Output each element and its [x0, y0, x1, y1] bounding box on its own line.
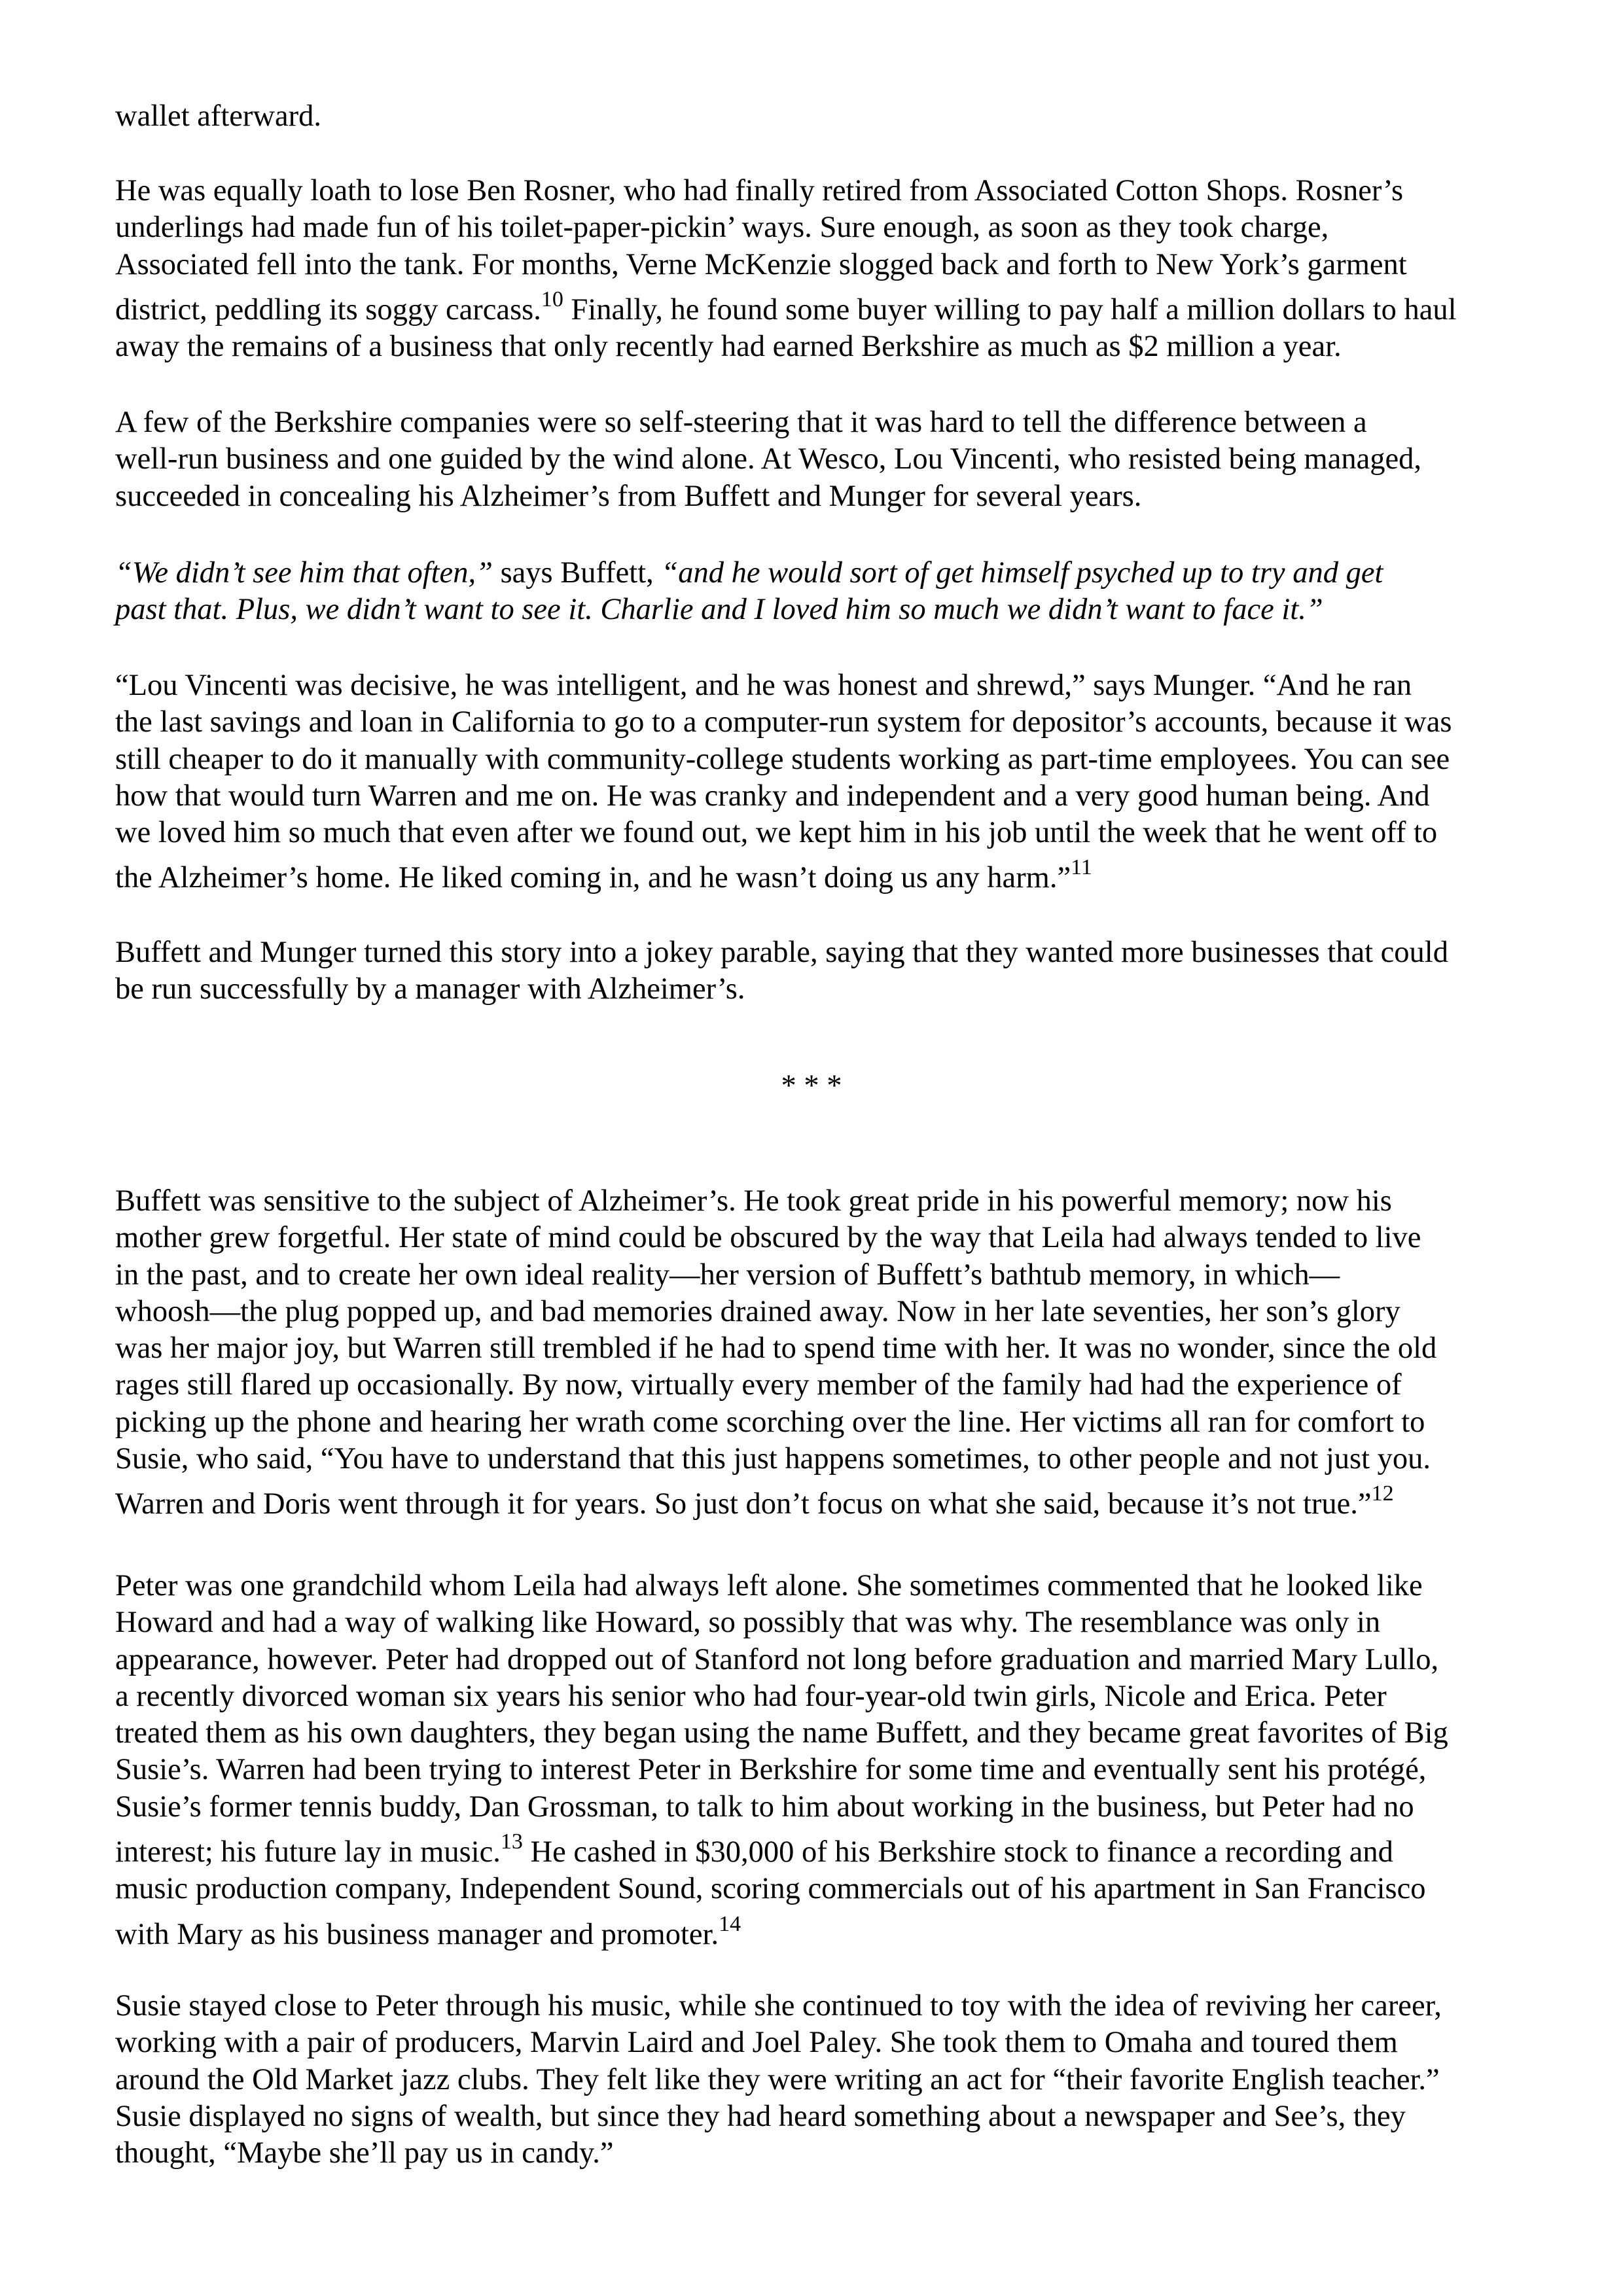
text-line: thought, “Maybe she’ll pay us in candy.” — [115, 2136, 614, 2170]
paragraph-leila — [115, 1183, 1516, 1523]
text-line — [115, 555, 1516, 592]
text-line: treated them as his own daughters, they began using the name Buffett, and they became great favorites of Big — [115, 1716, 1448, 1750]
text-line: underlings had made fun of his toilet-paper-pickin’ ways. Sure enough, as soon as they took charge, — [115, 211, 1329, 245]
footnote-ref: 10 — [541, 287, 563, 311]
text-line: appearance, however. Peter had dropped out of Stanford not long before graduation and married Mary Lullo, — [115, 1642, 1439, 1676]
text-line: music production company, Independent Sound, scoring commercials out of his apartment in San Francisco — [115, 1872, 1426, 1906]
paragraph-wesco — [115, 404, 1516, 515]
text-line: past that. Plus, we didn’t want to see it. Charlie and I loved him so much we didn’t want to face it.” — [115, 593, 1323, 627]
footnote-ref: 13 — [500, 1829, 523, 1854]
text-line: was her major joy, but Warren still trembled if he had to spend time with her. It was no wonder, since the old — [115, 1332, 1437, 1366]
paragraph-munger-quote — [115, 667, 1516, 897]
text-line: away the remains of a business that only recently had earned Berkshire as much as $2 million a year. — [115, 330, 1342, 364]
text-line-with-footnote — [115, 287, 1516, 328]
text-fragment: He cashed in $30,000 of his Berkshire stock to finance a recording and — [522, 1835, 1393, 1869]
footnote-ref: 12 — [1371, 1481, 1394, 1506]
text-line: Susie’s. Warren had been trying to interest Peter in Berkshire for some time and eventually sent his protégé, — [115, 1753, 1427, 1787]
text-line: succeeded in concealing his Alzheimer’s from Buffett and Munger for several years. — [115, 479, 1142, 513]
text-line: Buffett was sensitive to the subject of Alzheimer’s. He took great pride in his powerful memory; now his — [115, 1184, 1392, 1218]
text-line: wallet afterward. — [115, 99, 321, 133]
text-line: Susie, who said, “You have to understand that this just happens sometimes, to other people and not just you. — [115, 1442, 1431, 1476]
text-line: working with a pair of producers, Marvin Laird and Joel Paley. She took them to Omaha and toured them — [115, 2026, 1398, 2060]
attribution: says Buffett, — [492, 556, 662, 590]
text-line: in the past, and to create her own ideal reality—her version of Buffett’s bathtub memory, in which— — [115, 1258, 1340, 1292]
quote-italic: “We didn’t see him that often,” — [115, 556, 493, 590]
text-line: rages still flared up occasionally. By now, virtually every member of the family had had the experience of — [115, 1368, 1402, 1402]
text-line: “Lou Vincenti was decisive, he was intelligent, and he was honest and shrewd,” says Munger. “And he ran — [115, 669, 1412, 702]
text-line-with-footnote — [115, 1481, 1516, 1523]
text-line: whoosh—the plug popped up, and bad memories drained away. Now in her late seventies, her son’s glory — [115, 1294, 1400, 1328]
text-line: how that would turn Warren and me on. He was cranky and independent and a very good human being. And — [115, 779, 1430, 813]
text-fragment: the Alzheimer’s home. He liked coming in, and he wasn’t doing us any harm.” — [115, 861, 1071, 895]
text-fragment: Finally, he found some buyer willing to pay half a million dollars to haul — [563, 292, 1457, 327]
footnote-ref: 11 — [1071, 855, 1092, 880]
text-line-with-footnote — [115, 1911, 1516, 1953]
text-line: Associated fell into the tank. For months, Verne McKenzie slogged back and forth to New York’s garment — [115, 247, 1407, 281]
text-line: we loved him so much that even after we found out, we kept him in his job until the week that he went off to — [115, 816, 1438, 850]
text-line: picking up the phone and hearing her wrath come scorching over the line. Her victims all ran for comfort to — [115, 1405, 1425, 1439]
section-separator: * * * — [781, 1069, 842, 1103]
text-line: the last savings and loan in California to go to a computer-run system for depositor’s accounts, because it was — [115, 705, 1452, 739]
text-line: Buffett and Munger turned this story into a jokey parable, saying that they wanted more businesses that could — [115, 936, 1448, 969]
paragraph-peter — [115, 1568, 1516, 1953]
text-line: Susie’s former tennis buddy, Dan Grossman, to talk to him about working in the business, but Peter had no — [115, 1790, 1414, 1824]
text-line: He was equally loath to lose Ben Rosner, who had finally retired from Associated Cotton Shops. Rosner’s — [115, 174, 1404, 207]
text-line: around the Old Market jazz clubs. They felt like they were writing an act for “their favorite English teacher.” — [115, 2062, 1440, 2096]
text-fragment: Warren and Doris went through it for years. So just don’t focus on what she said, because it’s not true.” — [115, 1487, 1372, 1521]
text-line: Susie displayed no signs of wealth, but since they had heard something about a newspaper and See’s, they — [115, 2099, 1406, 2133]
text-line-with-footnote — [115, 855, 1516, 896]
paragraph-parable — [115, 934, 1516, 1008]
paragraph-quote-buffett — [115, 555, 1516, 629]
text-line: still cheaper to do it manually with community-college students working as part-time employees. You can see — [115, 742, 1450, 776]
text-fragment: interest; his future lay in music. — [115, 1835, 501, 1869]
footnote-ref: 14 — [719, 1911, 741, 1936]
text-line: a recently divorced woman six years his senior who had four-year-old twin girls, Nicole and Erica. Peter — [115, 1679, 1387, 1713]
text-fragment: with Mary as his business manager and promoter. — [115, 1917, 719, 1951]
text-line: Susie stayed close to Peter through his music, while she continued to toy with the idea of reviving her career, — [115, 1989, 1442, 2022]
text-line: A few of the Berkshire companies were so self-steering that it was hard to tell the difference between a — [115, 406, 1367, 439]
text-line: Howard and had a way of walking like Howard, so possibly that was why. The resemblance was only in — [115, 1606, 1381, 1640]
quote-italic: “and he would sort of get himself psyched up to try and get — [661, 556, 1383, 590]
paragraph-continuation — [115, 98, 1516, 135]
text-line: well-run business and one guided by the wind alone. At Wesco, Lou Vincenti, who resisted being managed, — [115, 442, 1422, 476]
paragraph-susie — [115, 1988, 1516, 2172]
text-line: mother grew forgetful. Her state of mind could be obscured by the way that Leila had always tended to live — [115, 1221, 1421, 1255]
text-line-with-footnote — [115, 1829, 1516, 1871]
text-fragment: district, peddling its soggy carcass. — [115, 292, 541, 327]
text-line: Peter was one grandchild whom Leila had always left alone. She sometimes commented that he looked like — [115, 1569, 1423, 1602]
paragraph-rosner — [115, 173, 1516, 365]
text-line: be run successfully by a manager with Alzheimer’s. — [115, 972, 745, 1006]
